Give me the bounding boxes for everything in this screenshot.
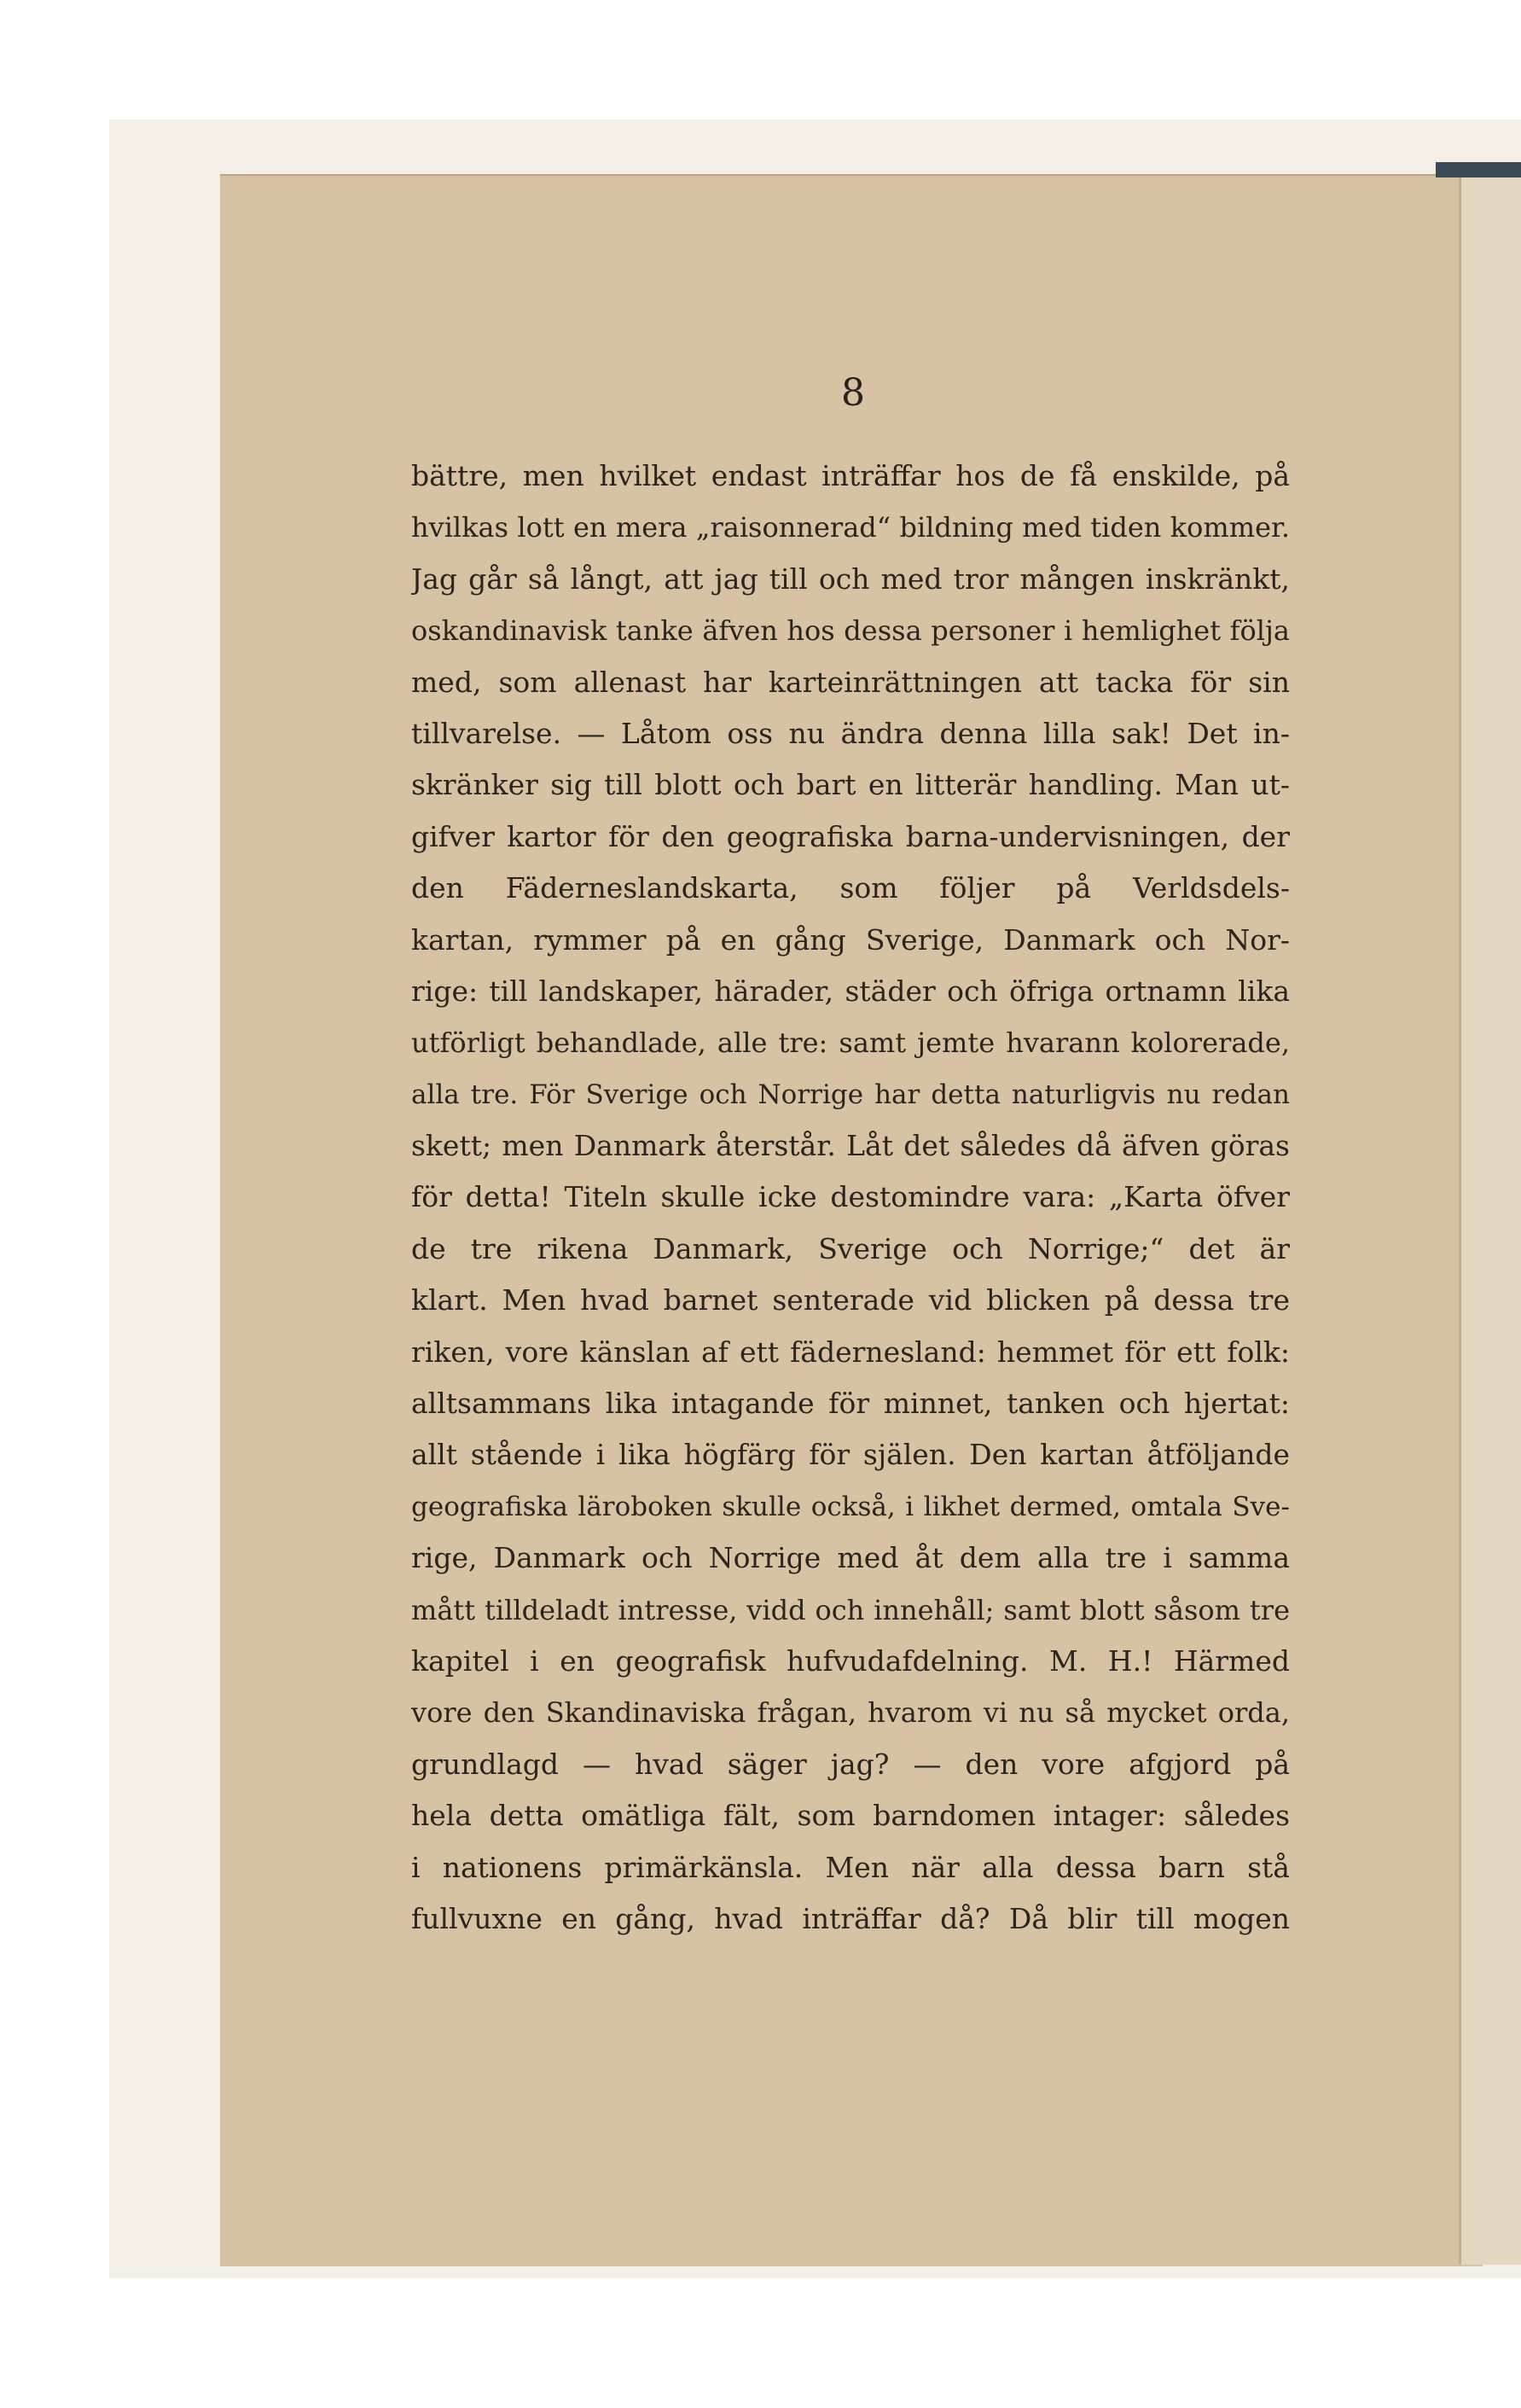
text-line: kapitel i en geografisk hufvudafdelning. M. H.! Härmed xyxy=(411,1643,1290,1678)
text-line: skränker sig till blott och bart en litterär handling. Man ut- xyxy=(411,768,1290,802)
body-text xyxy=(411,451,1290,1945)
text-line: grundlagd — hvad säger jag? — den vore afgjord på xyxy=(411,1747,1290,1781)
text-line: vore den Skandinaviska frågan, hvarom vi nu så mycket orda, xyxy=(411,1696,1290,1730)
text-line: oskandinavisk tanke äfven hos dessa personer i hemlighet följa xyxy=(411,614,1290,648)
text-line: kartan, rymmer på en gång Sverige, Danmark och Nor- xyxy=(411,922,1290,957)
text-line: klart. Men hvad barnet senterade vid blicken på dessa tre xyxy=(411,1283,1290,1317)
text-line: rige, Danmark och Norrige med åt dem alla tre i samma xyxy=(411,1541,1290,1575)
text-line: Jag går så långt, att jag till och med tror mången inskränkt, xyxy=(411,561,1290,596)
text-line: i nationens primärkänsla. Men när alla dessa barn stå xyxy=(411,1850,1290,1884)
text-line: fullvuxne en gång, hvad inträffar då? Då blir till mogen xyxy=(411,1901,1290,1935)
text-line: hela detta omätliga fält, som barndomen intager: således xyxy=(411,1799,1290,1833)
text-line: alltsammans lika intagande för minnet, tanken och hjertat: xyxy=(411,1387,1290,1421)
text-line: skett; men Danmark återstår. Låt det således då äfven göras xyxy=(411,1129,1290,1163)
text-line: de tre rikena Danmark, Sverige och Norrige;“ det är xyxy=(411,1231,1290,1265)
text-line: tillvarelse. — Låtom oss nu ändra denna lilla sak! Det in- xyxy=(411,716,1290,750)
text-line: utförligt behandlade, alle tre: samt jemte hvarann kolorerade, xyxy=(411,1027,1290,1060)
text-line: gifver kartor för den geografiska barna-undervisningen, der xyxy=(411,819,1290,853)
facing-page-edge xyxy=(1459,174,1521,2265)
text-line: den Fäderneslandskarta, som följer på Verldsdels- xyxy=(411,871,1290,905)
text-line: bättre, men hvilket endast inträffar hos de få enskilde, på xyxy=(411,459,1290,492)
text-line: rige: till landskaper, härader, städer och öfriga ortnamn lika xyxy=(411,974,1290,1008)
text-line: alla tre. För Sverige och Norrige har detta naturligvis nu redan xyxy=(411,1079,1290,1110)
text-line: mått tilldeladt intresse, vidd och innehåll; samt blott såsom tre xyxy=(411,1593,1290,1626)
text-line: med, som allenast har karteinrättningen att tacka för sin xyxy=(411,665,1290,699)
binding-strip xyxy=(1436,162,1521,177)
text-line: hvilkas lott en mera „raisonnerad“ bildning med tiden kommer. xyxy=(411,511,1290,544)
text-line: allt stående i lika högfärg för själen. Den kartan åtföljande xyxy=(411,1438,1290,1472)
text-line: för detta! Titeln skulle icke destomindre vara: „Karta öfver xyxy=(411,1180,1290,1214)
page-number: 8 xyxy=(841,371,865,415)
text-line: geografiska läroboken skulle också, i likhet dermed, omtala Sve- xyxy=(411,1491,1290,1522)
text-line: riken, vore känslan af ett fädernesland: hemmet för ett folk: xyxy=(411,1335,1290,1369)
